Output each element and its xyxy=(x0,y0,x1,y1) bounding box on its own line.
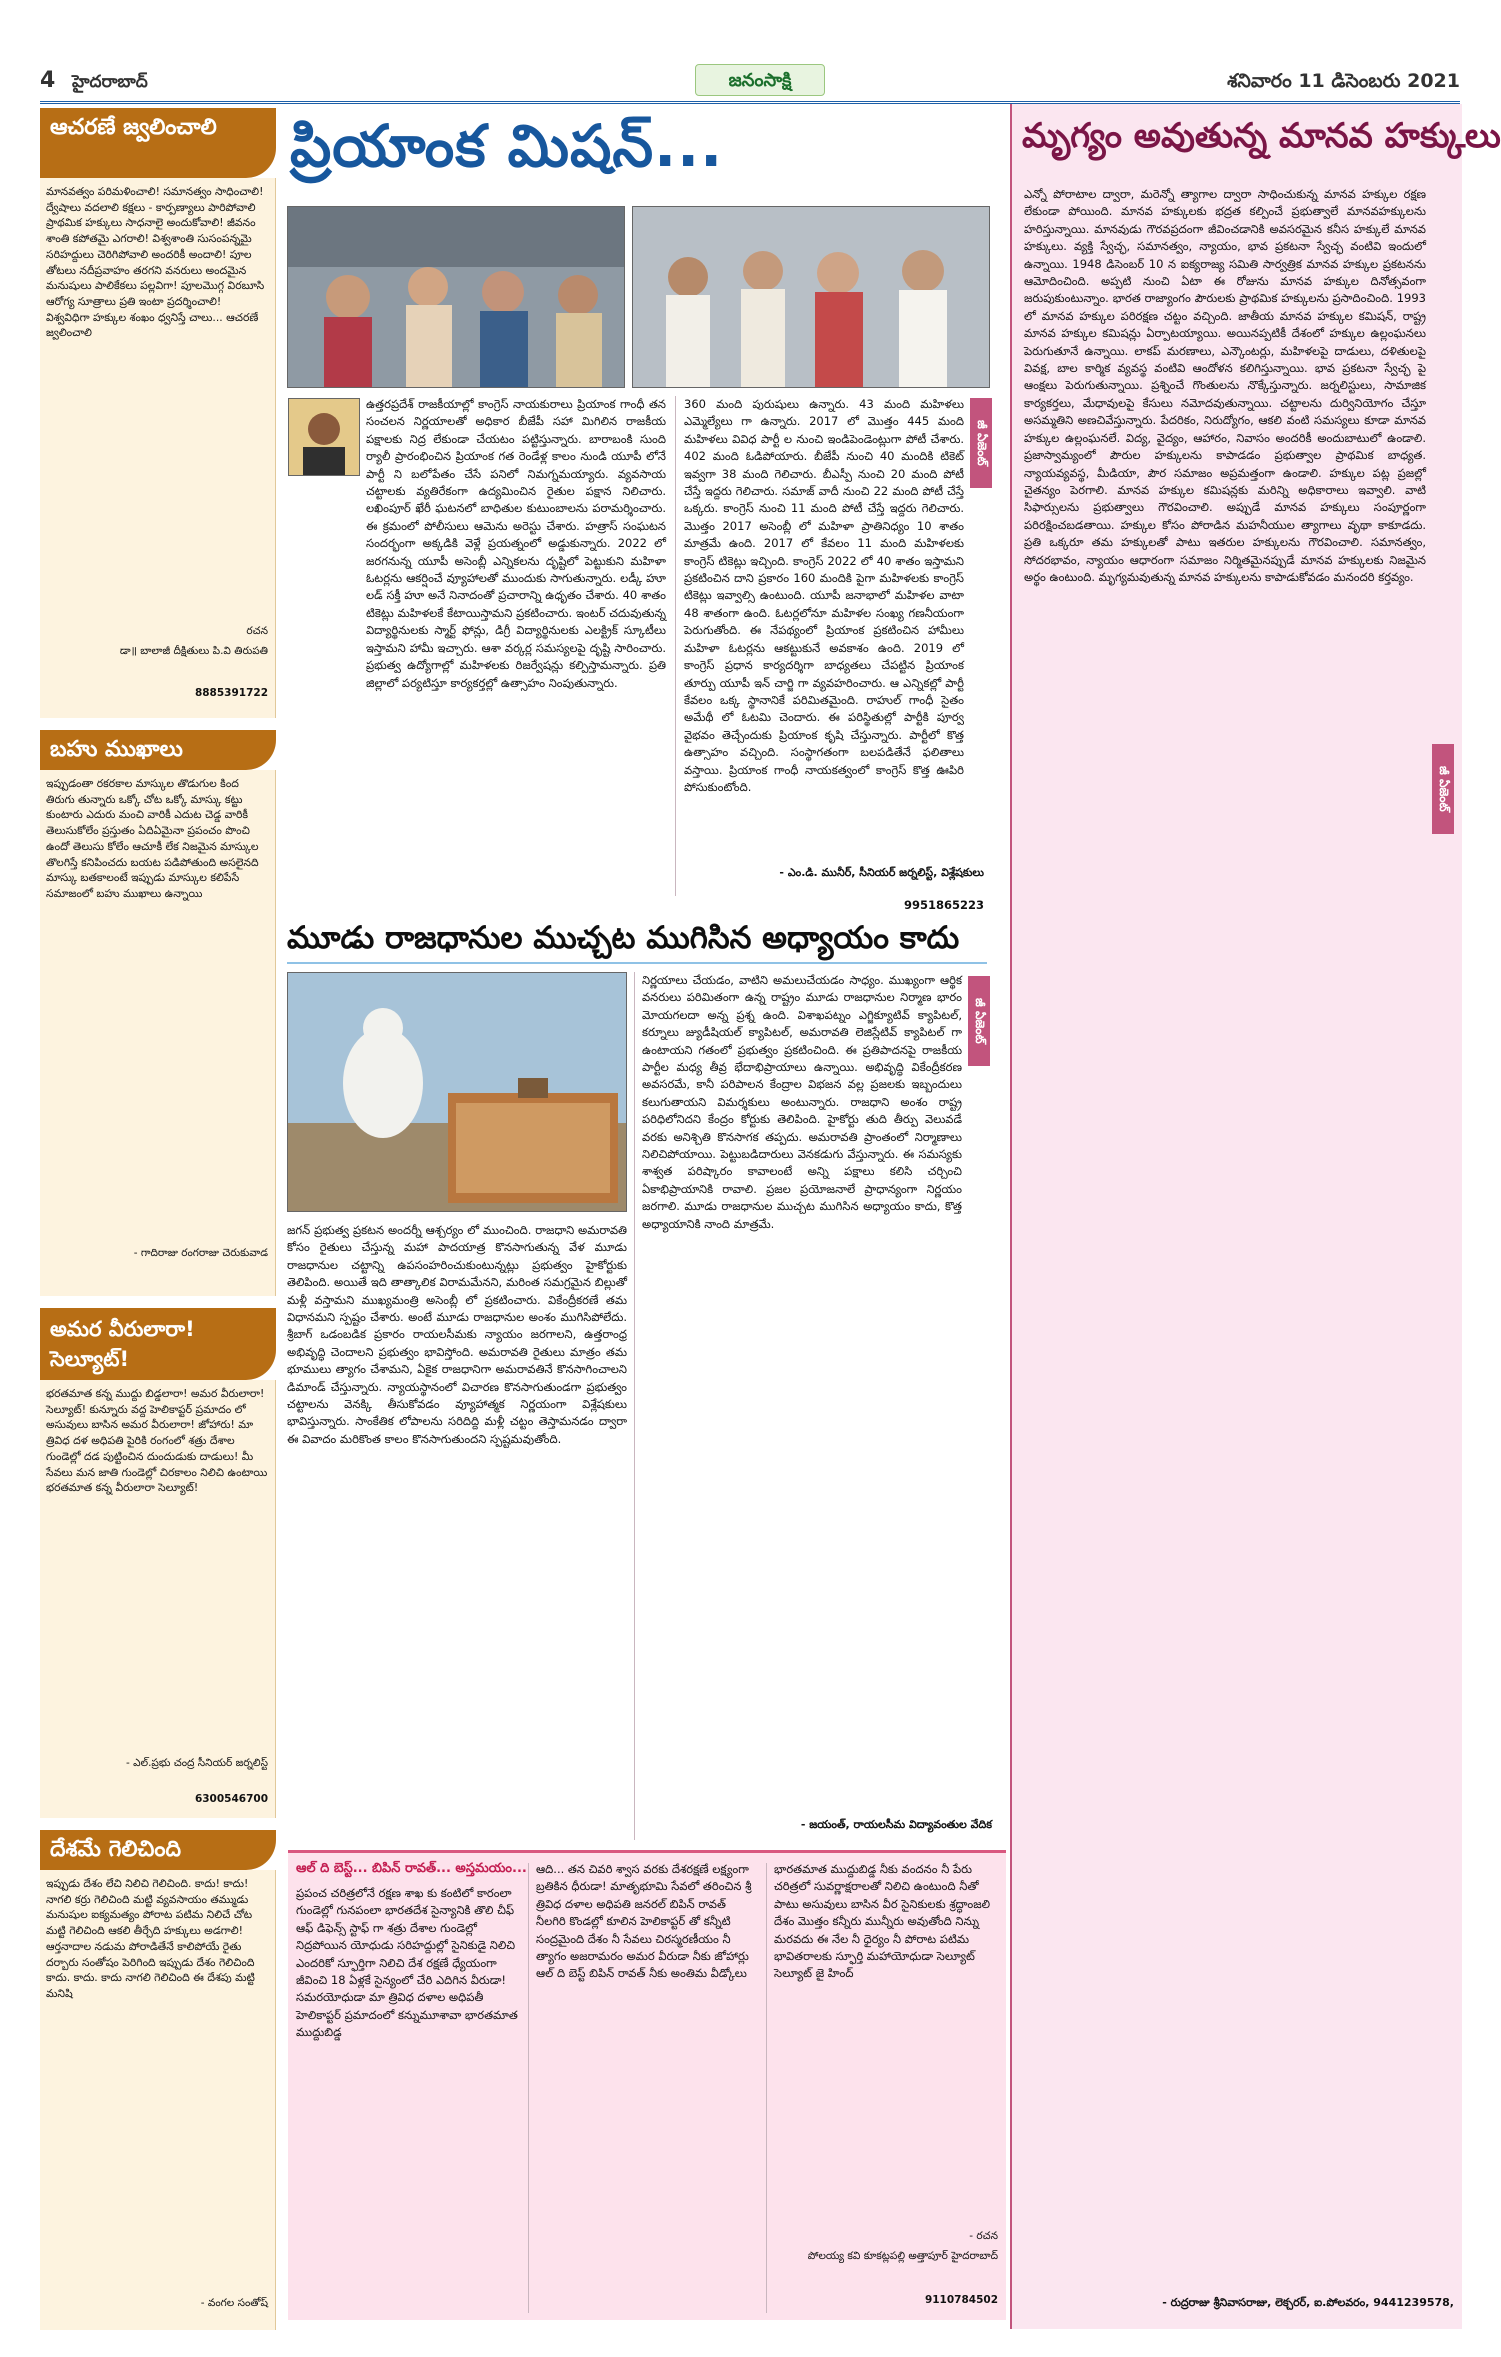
bottom-divider-1 xyxy=(528,1863,529,2313)
article-1-photo-right xyxy=(632,206,990,388)
poem-box-4 xyxy=(40,1830,276,2330)
poem-box-2 xyxy=(40,730,276,1296)
bottom-poem-box xyxy=(288,1850,1006,2320)
leaders-photo-illustration xyxy=(633,207,989,387)
issue-date: శనివారం 11 డిసెంబరు 2021 xyxy=(1227,70,1460,92)
article-2-col-2: నిర్ణయాలు చేయడం, వాటిని అమలుచేయడం సాధ్యం. ముఖ్యంగా ఆర్థిక వనరులు పరిమితంగా ఉన్న రాష్ట్రం మూడు రాజధానుల నిర్మాణ భారం మోయగలదా అన్న ప్రశ్న ఉంది. విశాఖపట్నం ఎగ్జిక్యూటివ్ క్యాపిటల్, కర్నూలు జ్యుడీషియల్ క్యాపిటల్, అమరావతి లెజిస్లేటివ్ క్యాపిటల్ గా ఉంటాయని గతంలో ప్రభుత్వం ప్రకటించింది. ఈ ప్రతిపాదనపై రాజకీయ పార్టీల మధ్య తీవ్ర భేదాభిప్రాయాలు ఉన్నాయి. అభివృద్ధి వికేంద్రీకరణ అవసరమే, కానీ పరిపాలన కేంద్రాల విభజన వల్ల ప్రజలకు ఇబ్బందులు కలుగుతాయని విమర్శకులు అంటున్నారు. రాజధాని అంశం రాష్ట్ర పరిధిలోనిదని కేంద్రం కోర్టుకు తెలిపింది. హైకోర్టు తుది తీర్పు వెలువడే వరకు అనిశ్చితి కొనసాగక తప్పదు. అమరావతి ప్రాంతంలో నిర్మాణాలు నిలిచిపోయాయి. పెట్టుబడిదారులు వెనకడుగు వేస్తున్నారు. ఈ సమస్యకు శాశ్వత పరిష్కారం కావాలంటే అన్ని పక్షాలు కలిసి చర్చించి ఏకాభిప్రాయానికి రావాలి. ప్రజల ప్రయోజనాలే ప్రాధాన్యంగా నిర్ణయం జరగాలి. మూడు రాజధానుల ముచ్చట ముగిసిన అధ్యాయం కాదు, కొత్త అధ్యాయానికి నాంది మాత్రమే. xyxy=(642,973,962,1231)
bottom-poem-author-label: - రచన xyxy=(969,2230,998,2242)
poem-box-1-heading: ఆచరణే జ్వలించాలి xyxy=(40,108,276,178)
bottom-poem-col-1: ప్రపంచ చరిత్రలోనే రక్షణ శాఖ కు కంటిలో కారంలా గుండెల్లో గునపంలా భారతదేశ సైన్యానికి తొలి చీఫ్ ఆఫ్ డిఫెన్స్ స్టాఫ్ గా శత్రు దేశాల గుండెల్లో నిద్రపోయిన యోధుడు సరిహద్దుల్లో సైనికుడై నిలిచి ఎందరికో స్ఫూర్తిగా నిలిచి దేశ రక్షణే ధ్యేయంగా జీవించి 18 ఏళ్లకే సైన్యంలో చేరి ఎదిగిన వీరుడా! సమరయోధుడా మా త్రివిధ దళాల అధిపతీ హెలికాప్టర్ ప్రమాదంలో కన్నుమూశావా భారతమాత ముద్దుబిడ్డ xyxy=(296,1886,518,2040)
bottom-divider-2 xyxy=(766,1863,767,2313)
page-number: 4 xyxy=(40,68,56,93)
poem-box-1 xyxy=(40,108,276,718)
article-1-phone: 9951865223 xyxy=(903,898,984,912)
author-photo xyxy=(288,398,360,476)
poem-box-1-author: డా॥ బాలాజీ దీక్షితులు పి.వి తిరుపతి xyxy=(119,645,268,657)
bottom-poem-phone: 9110784502 xyxy=(924,2294,998,2306)
bottom-poem-title: ఆల్ ది బెస్ట్... బిపిన్ రావత్... అస్తమయం... xyxy=(296,1861,527,1876)
poem-box-2-heading: బహు ముఖాలు xyxy=(40,730,276,770)
poem-box-1-body-bg xyxy=(40,178,276,718)
poem-box-3-author: - ఎల్.ప్రభు చంద్ర సీనియర్ జర్నలిస్ట్ xyxy=(126,1757,268,1769)
poem-box-3-body-bg xyxy=(40,1380,276,1818)
article-2-photo xyxy=(287,972,627,1212)
right-article-title: మృగ్యం అవుతున్న మానవ హక్కులు xyxy=(1022,116,1501,156)
poem-box-4-author: - వంగల సంతోష్ xyxy=(200,2297,268,2309)
crowd-photo-illustration xyxy=(288,207,624,387)
article-2-col-1: జగన్ ప్రభుత్వ ప్రకటన అందర్నీ ఆశ్చర్యం లో ముంచింది. రాజధాని అమరావతి కోసం రైతులు చేస్తున్న మహా పాదయాత్ర కొనసాగుతున్న వేళ మూడు రాజధానుల చట్టాన్ని ఉపసంహరించుకుంటున్నట్లు ప్రభుత్వం హైకోర్టుకు తెలిపింది. అయితే ఇది తాత్కాలిక విరామమేనని, మరింత సమగ్రమైన బిల్లుతో మళ్లీ వస్తామని ముఖ్యమంత్రి అసెంబ్లీ లో ప్రకటించారు. వికేంద్రీకరణే తమ విధానమని స్పష్టం చేశారు. అంటే మూడు రాజధానుల అంశం ముగిసిపోలేదు. శ్రీబాగ్ ఒడంబడిక ప్రకారం రాయలసీమకు న్యాయం జరగాలని, ఉత్తరాంధ్ర అభివృద్ధి చెందాలని ప్రభుత్వం భావిస్తోంది. అమరావతి రైతులు మాత్రం తమ భూములు త్యాగం చేశామని, ఏకైక రాజధానిగా అమరావతినే కొనసాగించాలని డిమాండ్ చేస్తున్నారు. న్యాయస్థానంలో విచారణ కొనసాగుతుండగా ప్రభుత్వం చట్టాలను వెనక్కి తీసుకోవడం వ్యూహాత్మక నిర్ణయంగా విశ్లేషకులు భావిస్తున్నారు. సాంకేతిక లోపాలను సరిదిద్ది మళ్లీ చట్టం తెస్తామనడం ద్వారా ఈ వివాదం మరికొంత కాలం కొనసాగుతుందని స్పష్టమవుతోంది. xyxy=(287,1223,627,1446)
poem-box-3-body: భరతమాత కన్న ముద్దు బిడ్డలారా! అమర వీరులారా! సెల్యూట్! కున్నూరు వద్ద హెలికాప్టర్ ప్రమాదం లో అసువులు బాసిన అమర వీరులారా! జోహారు! మా త్రివిధ దళ అధిపతి పైరికి రంగంలో శత్రు దేశాల గుండెల్లో దడ పుట్టించిన దుందుడుకు దాడులు! మీ సేవలు మన జాతి గుండెల్లో చిరకాలం నిలిచి ఉంటాయి భరతమాత కన్న వీరులారా సెల్యూట్! xyxy=(46,1387,268,1495)
article-1-divider xyxy=(675,396,676,896)
article-1-tag: జీ ఏజెంట్ xyxy=(970,398,992,488)
poem-box-3-heading: అమర వీరులారా! సెల్యూట్! xyxy=(40,1308,276,1380)
bottom-poem-col-2: ఆది... తన చివరి శ్వాస వరకు దేశరక్షణే లక్ష్యంగా బ్రతికిన ధీరుడా! మాతృభూమి సేవలో తరించిన శ్రీ త్రివిధ దళాల అధిపతి జనరల్ బిపిన్ రావత్ నీలగిరి కొండల్లో కూలిన హెలికాప్టర్ తో కన్నీటి సంద్రమైంది దేశం నీ సేవలు చిరస్మరణీయం నీ త్యాగం అజరామరం అమర వీరుడా నీకు జోహార్లు ఆల్ ది బెస్ట్ బిపిన్ రావత్ నీకు అంతిమ వీడ్కోలు xyxy=(536,1862,752,1981)
article-1-signoff: - ఎం.డి. మునీర్, సీనియర్ జర్నలిస్ట్, విశ్లేషకులు xyxy=(779,866,984,879)
poem-box-2-author: - గాదిరాజు రంగరాజు చెరుకువాడ xyxy=(133,1247,268,1259)
masthead xyxy=(40,64,1460,104)
author-portrait-icon xyxy=(289,399,359,475)
statue-building-illustration xyxy=(288,973,626,1211)
poem-box-3-phone: 6300546700 xyxy=(194,1793,268,1805)
article-2-signoff: - జయంత్, రాయలసీమ విద్యావంతుల వేదిక xyxy=(800,1818,992,1831)
bottom-poem-col-3: భారతమాత ముద్దుబిడ్డ నీకు వందనం నీ పేరు చరిత్రలో సువర్ణాక్షరాలతో నిలిచి ఉంటుంది నీతో పాటు అసువులు బాసిన వీర సైనికులకు శ్రద్ధాంజలి దేశం మొత్తం కన్నీరు మున్నీరు అవుతోంది నిన్ను మరవదు ఈ నేల నీ ధైర్యం నీ పోరాట పటిమ భావితరాలకు స్ఫూర్తి మహాయోధుడా సెల్యూట్ సెల్యూట్ జై హింద్ xyxy=(774,1862,991,1981)
poem-box-1-phone: 8885391722 xyxy=(194,687,268,699)
poem-box-1-body: మానవత్వం పరిమళించాలి! సమానత్వం సాధించాలి! ద్వేషాలు వదలాలి కక్షలు - కార్పణ్యాలు పారిపోవాలి ప్రాథమిక హక్కులు సాధనాలై అందుకోవాలి! జీవనం శాంతి కపోతమై ఎగరాలి! విశ్వశాంతి సుసంపన్నమై సరిహద్దులు చెరిగిపోవాలి అందరికీ అందాలి! పూల తోటలు నదీప్రవాహం తరగని వనరులు అందమైన మనుషులు పాలికేకలు పల్లవిగా! పూలమొగ్గ విరబూసి ఆరోగ్య సూత్రాలు ప్రతి ఇంటా ప్రదర్శించాలి! విశ్వవిధిగా హక్కుల శంఖం ధ్వనిస్తే చాలు... ఆచరణే జ్వలించాలి xyxy=(46,185,265,340)
article-2-tag: జీ ఏజెంట్ xyxy=(968,976,990,1066)
article-1-photo-left xyxy=(287,206,625,388)
newspaper-logo: జనంసాక్షి xyxy=(695,64,825,96)
poem-box-4-body: ఇప్పుడు దేశం లేచి నిలిచి గెలిచింది. కాదు! కాదు! నాగలి కర్రు గెలిచింది మట్టి వ్యవసాయం తమ్ముడు మనుషుల ఐక్యమత్యం పోరాట పటిమ నిలిచే చోట మట్టి గెలిచింది ఆకలి తీర్చేది హక్కులు అడగాలి! ఆర్తనాదాల నడుమ పోరాడితేనే కాలిపోయే రైతు దర్బారు సంతోషం పెరిగింది ఇప్పుడు దేశం గెలిచింది కాదు. కాదు. కాదు నాగలి గెలిచింది ఈ దేశపు మట్టి మనిషి xyxy=(46,1877,255,2000)
right-article-signoff: - రుద్రరాజు శ్రీనివాసరాజు, లెక్చరర్, ఐ.పోలవరం, 9441239578, xyxy=(1162,2296,1454,2309)
edition-city: హైదరాబాద్ xyxy=(72,72,148,92)
poem-box-2-body: ఇప్పుడంతా రకరకాల మాస్కుల తొడుగుల కింద తిరుగు తున్నారు ఒక్కో చోట ఒక్కో మాస్కు కట్టు కుంటారు ఎదురు మంచి వారికీ ఎదుట చెడ్డ వారికీ తెలుసుకోలేం ప్రస్తుతం ఏదిఏమైనా ప్రపంచం పొంచి ఉందో తెలుసు కోలేం ఆచూకీ లేక నిజమైన మాస్కుల తొలగిస్తే కనిపించదు బయట పడిపోతుంది అసలైనది మాస్కు బతకాలంటే ఇప్పుడు మాస్కుల కలిపేసే సమాజంలో బహు ముఖాలు ఉన్నాయి xyxy=(46,777,259,900)
poem-box-3 xyxy=(40,1308,276,1818)
article-1-col-2: 360 మంది పురుషులు ఉన్నారు. 43 మంది మహిళలు ఎమ్మెల్యేలు గా ఉన్నారు. 2017 లో మొత్తం 445 మంది మహిళలు వివిధ పార్టీ ల నుంచి ఇండిపెండెంట్లుగా పోటీ చేశారు. 402 మంది ఓడిపోయారు. బీజేపీ నుంచి 40 మందికి టికెట్ ఇవ్వగా 38 మంది గెలిచారు. బీఎస్పీ నుంచి 20 మంది పోటీ చేస్తే ఇద్దరు గెలిచారు. సమాజ్ వాదీ నుంచి 22 మంది పోటీ చేస్తే ఒక్కరు. కాంగ్రెస్ నుంచి 11 మంది పోటీ చేస్తే ఇద్దరు గెలిచారు. మొత్తం 2017 అసెంబ్లీ లో మహిళా ప్రాతినిధ్యం 10 శాతం మాత్రమే ఉంది. 2017 లో కేవలం 11 మంది మహిళలకు కాంగ్రెస్ టికెట్లు ఇచ్చింది. కాంగ్రెస్ 2022 లో 40 శాతం ఇస్తామని ప్రకటించిన దాని ప్రకారం 160 మందికి పైగా మహిళలకు కాంగ్రెస్ టికెట్లు ఇవ్వాల్సి ఉంటుంది. యూపీ జనాభాలో మహిళల వాటా 48 శాతంగా ఉంది. ఓటర్లలోనూ మహిళల సంఖ్య గణనీయంగా పెరుగుతోంది. ఈ నేపథ్యంలో ప్రియాంక ప్రకటించిన హామీలు మహిళా ఓటర్లను ఆకట్టుకునే అవకాశం ఉంది. 2019 లో కాంగ్రెస్ ప్రధాన కార్యదర్శిగా బాధ్యతలు చేపట్టిన ప్రియాంక తూర్పు యూపీ ఇన్ చార్జి గా వ్యవహరించారు. ఆ ఎన్నికల్లో పార్టీ కేవలం ఒక్క స్థానానికే పరిమితమైంది. రాహుల్ గాంధీ సైతం అమేథీ లో ఓటమి చెందారు. ఈ పరిస్థితుల్లో పార్టీకి పూర్వ వైభవం తెచ్చేందుకు ప్రియాంక కృషి చేస్తున్నారు. పార్టీలో కొత్త ఉత్సాహం వచ్చింది. సంస్థాగతంగా బలపడితేనే ఫలితాలు వస్తాయి. ప్రియాంక గాంధీ నాయకత్వంలో కాంగ్రెస్ కొత్త ఊపిరి పోసుకుంటోంది. xyxy=(684,397,964,794)
article-1-col-1: ఉత్తరప్రదేశ్ రాజకీయాల్లో కాంగ్రెస్ నాయకురాలు ప్రియాంక గాంధీ తన సంచలన నిర్ణయాలతో అధికార బీజేపీ సహా మిగిలిన రాజకీయ పక్షాలకు నిద్ర లేకుండా చేయటం పట్టిస్తున్నారు. బారాబంకి సుంది ర్యాలీ ప్రారంభించిన ప్రియాంక గత రెండేళ్ల కాలం నుండి యూపీ లోనే పార్టీ ని బలోపేతం చేసే పనిలో నిమగ్నమయ్యారు. వ్యవసాయ చట్టాలకు వ్యతిరేకంగా ఉద్యమించిన రైతుల పక్షాన నిలిచారు. లఖింపూర్ ఖేరీ ఘటనలో బాధితుల కుటుంబాలను పరామర్శించారు. ఈ క్రమంలో పోలీసులు ఆమెను అరెస్టు చేశారు. హత్రాస్ సంఘటన సందర్భంగా అక్కడికి వెళ్లే ప్రయత్నంలో అడ్డుకున్నారు. 2022 లో జరగనున్న యూపీ అసెంబ్లీ ఎన్నికలను దృష్టిలో పెట్టుకుని మహిళా ఓటర్లను ఆకర్షించే వ్యూహాలతో ముందుకు సాగుతున్నారు. లడ్కీ హూ లడ్ సక్తీ హూ అనే నినాదంతో ప్రచారాన్ని ఉధృతం చేశారు. 40 శాతం టికెట్లు మహిళలకే కేటాయిస్తామని ప్రకటించారు. ఇంటర్ చదువుతున్న విద్యార్థినులకు స్మార్ట్ ఫోన్లు, డిగ్రీ విద్యార్థినులకు ఎలక్ట్రిక్ స్కూటీలు ఇస్తామని హామీ ఇచ్చారు. ఆశా వర్కర్ల సమస్యలపై దృష్టి సారించారు. ప్రభుత్వ ఉద్యోగాల్లో మహిళలకు రిజర్వేషన్లు కల్పిస్తామన్నారు. ప్రతి జిల్లాలో పర్యటిస్తూ కార్యకర్తల్లో ఉత్సాహం నింపుతున్నారు. xyxy=(366,397,666,690)
right-article-body: ఎన్నో పోరాటాల ద్వారా, మరెన్నో త్యాగాల ద్వారా సాధించుకున్న మానవ హక్కుల రక్షణ లేకుండా పోయింది. మానవ హక్కులకు భద్రత కల్పించే ప్రభుత్వాలే మానవహక్కులను హరిస్తున్నాయి. మానవుడు గౌరవప్రదంగా జీవించడానికి అవసరమైన కనీస హక్కులే మానవ హక్కులు. వ్యక్తి స్వేచ్ఛ, సమానత్వం, న్యాయం, భావ ప్రకటనా స్వేచ్ఛ వంటివి ఇందులో ఉన్నాయి. 1948 డిసెంబర్ 10 న ఐక్యరాజ్య సమితి సార్వత్రిక మానవ హక్కుల ప్రకటనను ఆమోదించింది. అప్పటి నుంచి ఏటా ఈ రోజును మానవ హక్కుల దినోత్సవంగా జరుపుకుంటున్నాం. భారత రాజ్యాంగం పౌరులకు ప్రాథమిక హక్కులను ప్రసాదించింది. 1993 లో మానవ హక్కుల పరిరక్షణ చట్టం వచ్చింది. జాతీయ మానవ హక్కుల కమిషన్, రాష్ట్ర మానవ హక్కుల కమిషన్లు ఏర్పాటయ్యాయి. అయినప్పటికీ దేశంలో హక్కుల ఉల్లంఘనలు పెరుగుతూనే ఉన్నాయి. లాకప్ మరణాలు, ఎన్కౌంటర్లు, మహిళలపై దాడులు, దళితులపై వివక్ష, బాల కార్మిక వ్యవస్థ వంటివి ఆందోళన కలిగిస్తున్నాయి. భావ ప్రకటనా స్వేచ్ఛ పై ఆంక్షలు పెరుగుతున్నాయి. ప్రశ్నించే గొంతులను నొక్కేస్తున్నారు. జర్నలిస్టులు, సామాజిక కార్యకర్తలు, మేధావులపై కేసులు నమోదవుతున్నాయి. చట్టాలను దుర్వినియోగం చేస్తూ అసమ్మతిని అణచివేస్తున్నారు. పేదరికం, నిరుద్యోగం, ఆకలి వంటి సమస్యలు కూడా మానవ హక్కుల ఉల్లంఘనలే. విద్య, వైద్యం, ఆహారం, నివాసం అందరికీ అందుబాటులో ఉండాలి. ప్రజాస్వామ్యంలో పౌరుల హక్కులను కాపాడడం ప్రభుత్వాల ప్రాథమిక బాధ్యత. న్యాయవ్యవస్థ, మీడియా, పౌర సమాజం అప్రమత్తంగా ఉండాలి. హక్కుల పట్ల ప్రజల్లో చైతన్యం పెరగాలి. మానవ హక్కుల కమిషన్లకు మరిన్ని అధికారాలు ఇవ్వాలి. వాటి సిఫార్సులను ప్రభుత్వాలు గౌరవించాలి. అప్పుడే మానవ హక్కులు సంపూర్ణంగా పరిరక్షించబడతాయి. హక్కుల కోసం పోరాడిన మహనీయుల త్యాగాలు వృథా కాకూడదు. ప్రతి ఒక్కరూ తమ హక్కులతో పాటు ఇతరుల హక్కులను గౌరవించాలి. సమానత్వం, సోదరభావం, న్యాయం ఆధారంగా సమాజం నిర్మితమైనప్పుడే మానవ హక్కులకు నిజమైన అర్థం ఉంటుంది. మృగ్యమవుతున్న మానవ హక్కులను కాపాడుకోవడం మనందరి కర్తవ్యం. xyxy=(1024,187,1426,584)
right-article xyxy=(1010,104,1501,2329)
bottom-poem-author: పోలయ్య కవి కూకట్లపల్లి అత్తాపూర్ హైదరాబాద్ xyxy=(807,2250,998,2262)
poem-box-2-body-bg xyxy=(40,770,276,1296)
article-2-divider xyxy=(634,972,635,1840)
poem-box-1-author-label: రచన xyxy=(246,625,268,637)
poem-box-4-body-bg xyxy=(40,1870,276,2330)
poem-box-4-heading: దేశమే గెలిచింది xyxy=(40,1830,276,1870)
article-2-title: మూడు రాజధానుల ముచ్చట ముగిసిన అధ్యాయం కాదు xyxy=(287,920,987,964)
left-poem-column xyxy=(40,108,276,2330)
article-1-headline: ప్రియాంక మిషన్... xyxy=(290,112,724,180)
right-article-tag: జీ ఏజెంట్ xyxy=(1432,744,1454,834)
